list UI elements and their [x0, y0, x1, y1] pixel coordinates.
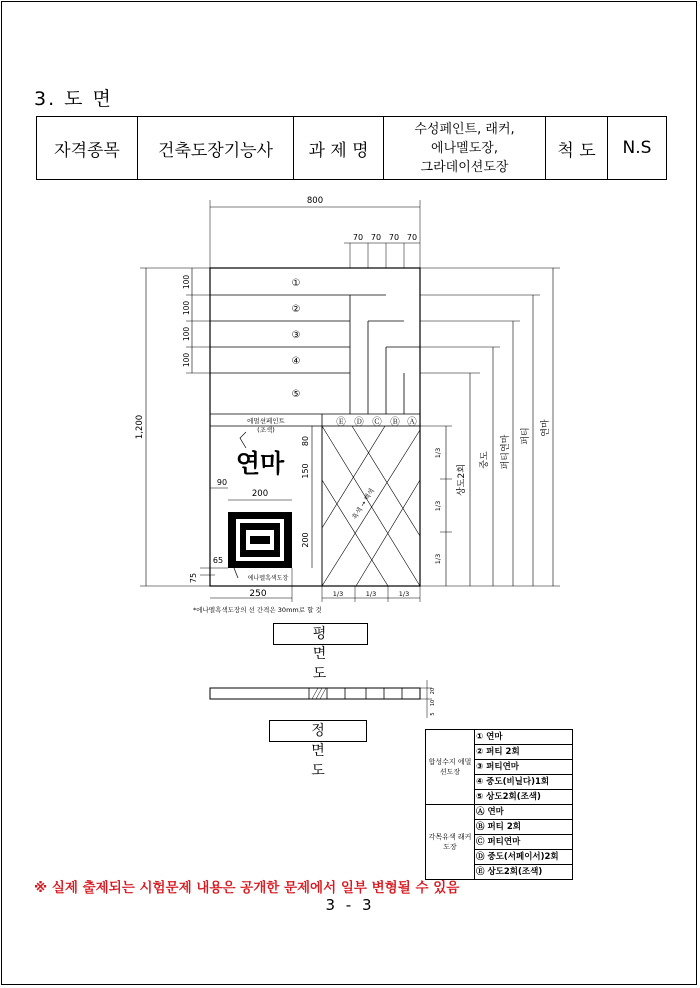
- scale-label: 척 도: [546, 117, 608, 180]
- page-number: 3 - 3: [325, 896, 375, 914]
- right-label-4: 퍼티: [521, 427, 531, 445]
- emulsion-note-1: 에멀션페인트: [247, 417, 285, 425]
- circled-c: Ⓒ: [372, 417, 382, 428]
- task-label: 과 제 명: [294, 117, 384, 180]
- emulsion-note-2: (조색): [257, 426, 275, 434]
- dim-100-b: 100: [182, 300, 191, 316]
- legend-item: Ⓑ 퍼티 2회: [475, 820, 573, 835]
- legend-item: Ⓒ 퍼티연마: [475, 835, 573, 850]
- dim-200-h: 200: [251, 489, 269, 499]
- task-value-line2: 에나멜도장,: [431, 140, 498, 156]
- right-label-5: 연마: [541, 419, 551, 437]
- dim-100-a: 100: [182, 274, 191, 290]
- qualification-value: 건축도장기능사: [138, 117, 294, 180]
- legend-group-1: 합성수지 에멀션도장: [426, 730, 475, 805]
- circled-4: ④: [291, 356, 301, 367]
- circled-d: Ⓓ: [354, 417, 364, 428]
- section-title: 3. 도 면: [34, 88, 113, 110]
- plan-view-label: 평면도: [273, 623, 368, 645]
- legend-item: ② 퍼티 2회: [475, 745, 573, 760]
- third-1: 1/3: [332, 590, 344, 598]
- dim-100-d: 100: [182, 352, 191, 368]
- dim-10: 10: [430, 699, 436, 707]
- dim-70-a: 70: [352, 233, 364, 242]
- legend-item: ⑤ 상도2회(조색): [475, 790, 573, 805]
- enamel-note: 에나멜흑색도장: [247, 575, 289, 582]
- legend-item: Ⓔ 상도2회(조색): [475, 865, 573, 880]
- gradation-text: 흑색 → 백색: [350, 487, 376, 521]
- third-3: 1/3: [398, 590, 410, 598]
- dim-90: 90: [216, 478, 228, 487]
- footnote: *에나멜흑색도장의 선 간격은 30mm로 할 것: [193, 606, 322, 614]
- circled-5: ⑤: [291, 389, 301, 400]
- front-view-label: 정면도: [269, 720, 367, 742]
- dim-80: 80: [301, 435, 310, 447]
- circled-3: ③: [291, 330, 301, 341]
- scale-value: N.S: [608, 117, 667, 180]
- dim-100-c: 100: [182, 326, 191, 342]
- circled-b: Ⓑ: [390, 417, 400, 428]
- dim-65: 65: [212, 556, 224, 565]
- third-v3: 1/3: [434, 553, 442, 565]
- dim-800: 800: [306, 196, 324, 206]
- dim-200-v: 200: [301, 532, 310, 548]
- task-value-line1: 수성페인트, 래커,: [414, 121, 515, 137]
- dim-1200: 1,200: [135, 414, 145, 440]
- circled-a: Ⓐ: [407, 417, 417, 428]
- dim-5: 5: [430, 712, 436, 716]
- legend-item: ③ 퍼티연마: [475, 760, 573, 775]
- legend-item: Ⓓ 중도(서페이서)2회: [475, 850, 573, 865]
- legend-item: Ⓐ 연마: [475, 805, 573, 820]
- task-value-line3: 그라데이션도장: [420, 159, 509, 175]
- circled-1: ①: [291, 278, 301, 289]
- third-v1: 1/3: [434, 447, 442, 459]
- circled-e: Ⓔ: [336, 417, 346, 428]
- dim-70-c: 70: [388, 233, 400, 242]
- notice-text: ※ 실제 출제되는 시험문제 내용은 공개한 문제에서 일부 변형될 수 있음: [34, 880, 460, 896]
- legend-table: [425, 729, 573, 880]
- legend-item: ④ 중도(비닐다)1회: [475, 775, 573, 790]
- dim-20: 20: [430, 687, 436, 695]
- right-label-1: 상도2회: [457, 464, 467, 496]
- dim-150: 150: [301, 463, 310, 479]
- third-v2: 1/3: [434, 500, 442, 512]
- right-label-3: 퍼티연마: [501, 434, 511, 470]
- dim-70-b: 70: [370, 233, 382, 242]
- dim-70-d: 70: [406, 233, 418, 242]
- third-2: 1/3: [365, 590, 377, 598]
- right-label-2: 중도: [480, 451, 490, 469]
- circled-2: ②: [291, 304, 301, 315]
- dim-250: 250: [249, 589, 267, 599]
- qualification-label: 자격종목: [37, 117, 138, 180]
- dim-75: 75: [189, 572, 198, 584]
- legend-item: ① 연마: [475, 730, 573, 745]
- legend-group-2: 각목유색 래커도장: [426, 805, 475, 880]
- yeonma-big: 연마: [235, 449, 285, 478]
